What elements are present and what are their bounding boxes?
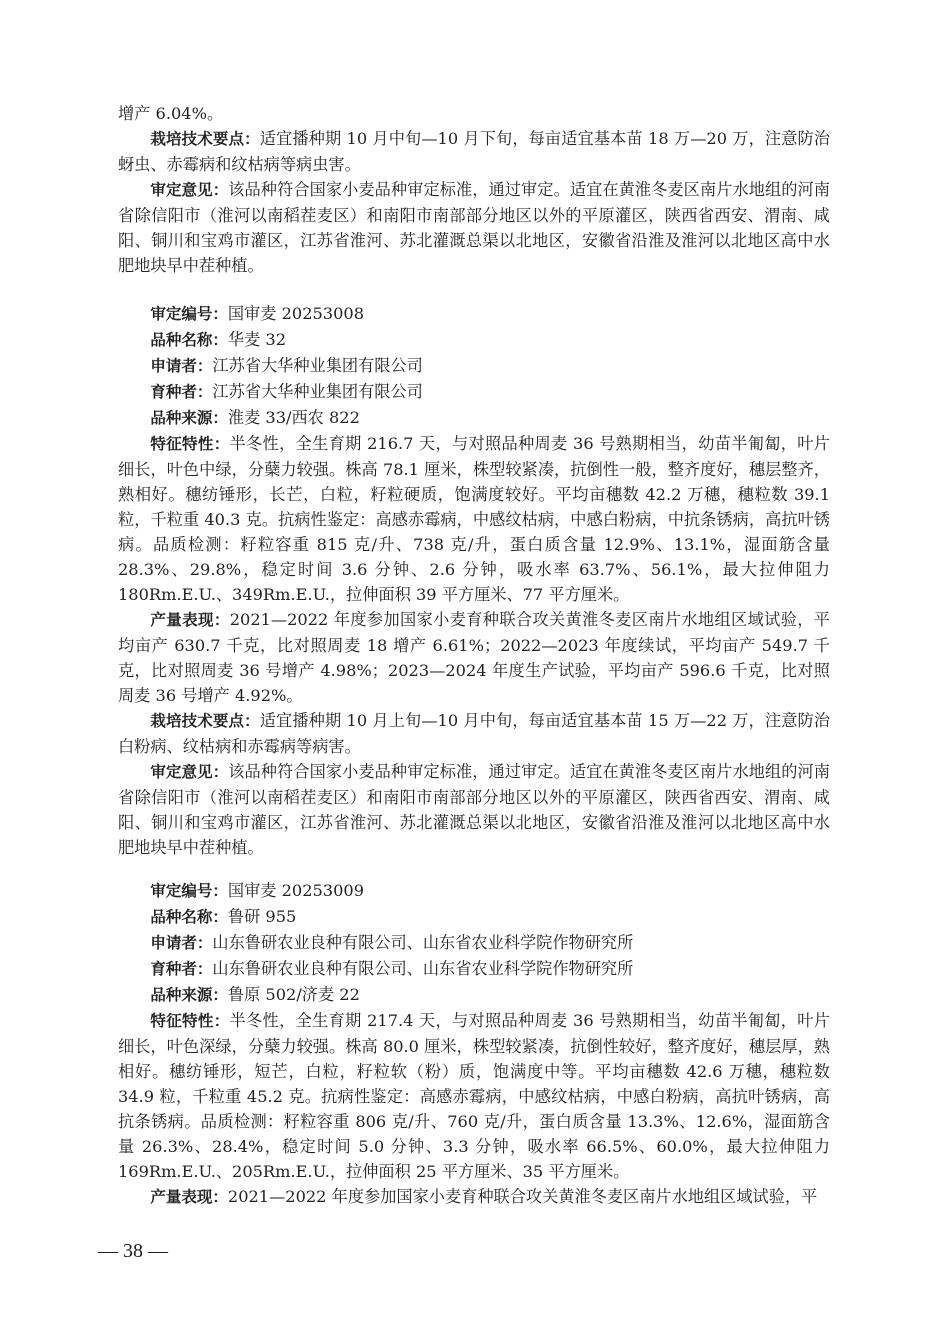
field-label: 申请者： — [150, 357, 213, 375]
opinion-paragraph — [118, 759, 830, 860]
field-value: 华麦 32 — [227, 330, 287, 349]
field-label: 育种者： — [150, 383, 213, 401]
yield-paragraph — [118, 1184, 830, 1210]
field-label: 审定意见： — [150, 763, 229, 781]
field-value: 山东鲁研农业良种有限公司、山东省农业科学院作物研究所 — [212, 959, 634, 978]
page-number: — 38 — — [98, 1240, 168, 1262]
name-paragraph — [118, 904, 830, 930]
field-value: 2021—2022 年度参加国家小麦育种联合攻关黄淮冬麦区南片水地组区域试验，平均亩产 630.7 千克，比对照周麦 18 增产 6.61%；2022—2023 年度续试，平均亩产 549.7 千克，比对照周麦 36 号增产 4.98%；2023—2024 年度生产试验，平均亩产 596.6 千克，比对照周麦 36 号增产 4.92%。 — [118, 610, 830, 705]
field-value: 该品种符合国家小麦品种审定标准，通过审定。适宜在黄淮冬麦区南片水地组的河南省除信阳市（淮河以南稻茬麦区）和南阳市南部部分地区以外的平原灌区，陕西省西安、渭南、咸阳、铜川和宝鸡市灌区，江苏省淮河、苏北灌溉总渠以北地区，安徽省沿淮及淮河以北地区高中水肥地块早中茬种植。 — [118, 762, 830, 857]
field-value: 2021—2022 年度参加国家小麦育种联合攻关黄淮冬麦区南片水地组区域试验，平 — [227, 1187, 818, 1206]
breeder-paragraph — [118, 956, 830, 982]
name-paragraph — [118, 327, 830, 353]
source-paragraph — [118, 405, 830, 431]
field-label: 特征特性： — [150, 435, 230, 453]
code-paragraph — [118, 878, 830, 904]
field-label: 栽培技术要点： — [150, 130, 260, 148]
field-label: 审定意见： — [150, 181, 229, 199]
field-value: 鲁研 955 — [227, 907, 297, 926]
breeder-paragraph — [118, 379, 830, 405]
field-value: 江苏省大华种业集团有限公司 — [212, 382, 423, 401]
field-label: 产量表现： — [150, 611, 230, 629]
field-value: 该品种符合国家小麦品种审定标准，通过审定。适宜在黄淮冬麦区南片水地组的河南省除信阳市（淮河以南稻茬麦区）和南阳市南部部分地区以外的平原灌区，陕西省西安、渭南、咸阳、铜川和宝鸡市灌区，江苏省淮河、苏北灌溉总渠以北地区，安徽省沿淮及淮河以北地区高中水肥地块早中茬种植。 — [118, 180, 830, 275]
field-label: 申请者： — [150, 934, 213, 952]
field-value: 淮麦 33/西农 822 — [227, 408, 360, 427]
field-label: 品种名称： — [150, 908, 228, 926]
field-label: 品种来源： — [150, 409, 228, 427]
field-label: 育种者： — [150, 960, 213, 978]
opinion-paragraph — [118, 177, 830, 278]
field-value: 半冬性，全生育期 216.7 天，与对照品种周麦 36 号熟期相当，幼苗半匍匐，叶片细长，叶色中绿，分蘖力较强。株高 78.1 厘米，株型较紧凑，抗倒性一般，整齐度好，穗层整齐，熟相好。穗纺锤形，长芒，白粒，籽粒硬质，饱满度较好。平均亩穗数 42.2 万穗，穗粒数 39.1 粒，千粒重 40.3 克。抗病性鉴定：高感赤霉病，中感纹枯病，中感白粉病，中抗条锈病，高抗叶锈病。品质检测：籽粒容重 815 克/升、738 克/升，蛋白质含量 12.9%、13.1%，湿面筋含量 28.3%、29.8%，稳定时间 3.6 分钟、2.6 分钟，吸水率 63.7%、56.1%，最大拉伸阻力 180Rm.E.U.、349Rm.E.U.，拉伸面积 39 平方厘米、77 平方厘米。 — [118, 434, 830, 604]
cultivation-paragraph — [118, 708, 830, 759]
field-value: 适宜播种期 10 月中旬—10 月下旬，每亩适宜基本苗 18 万—20 万，注意防治蚜虫、赤霉病和纹枯病等病虫害。 — [118, 129, 830, 174]
field-value: 国审麦 20253009 — [227, 881, 365, 900]
variety-block-luyan955 — [118, 878, 830, 1210]
variety-block-previous — [118, 101, 830, 278]
field-label: 栽培技术要点： — [150, 712, 260, 730]
field-label: 品种来源： — [150, 986, 228, 1004]
field-value: 江苏省大华种业集团有限公司 — [212, 356, 423, 375]
yield-paragraph — [118, 607, 830, 708]
field-value: 山东鲁研农业良种有限公司、山东省农业科学院作物研究所 — [212, 933, 634, 952]
variety-block-huamai32 — [118, 301, 830, 860]
field-value: 适宜播种期 10 月上旬—10 月中旬，每亩适宜基本苗 15 万—22 万，注意防治白粉病、纹枯病和赤霉病等病害。 — [118, 711, 830, 756]
field-label: 特征特性： — [150, 1012, 230, 1030]
applicant-paragraph — [118, 930, 830, 956]
field-label: 品种名称： — [150, 331, 228, 349]
field-label: 产量表现： — [150, 1188, 228, 1206]
field-value: 国审麦 20253008 — [227, 304, 365, 323]
field-value: 鲁原 502/济麦 22 — [227, 985, 360, 1004]
field-label: 审定编号： — [150, 882, 228, 900]
field-label: 审定编号： — [150, 305, 228, 323]
field-value: 半冬性，全生育期 217.4 天，与对照品种周麦 36 号熟期相当，幼苗半匍匐，叶片细长，叶色深绿，分蘖力较强。株高 80.0 厘米，株型较紧凑，抗倒性较好，整齐度好，穗层厚，熟相好。穗纺锤形，短芒，白粒，籽粒软（粉）质，饱满度中等。平均亩穗数 42.6 万穗，穗粒数 34.9 粒，千粒重 45.2 克。抗病性鉴定：高感赤霉病，中感纹枯病，中感白粉病，高抗叶锈病，高抗条锈病。品质检测：籽粒容重 806 克/升、760 克/升，蛋白质含量 13.3%、12.6%，湿面筋含量 26.3%、28.4%，稳定时间 5.0 分钟、3.3 分钟，吸水率 66.5%、60.0%，最大拉伸阻力 169Rm.E.U.、205Rm.E.U.，拉伸面积 25 平方厘米、35 平方厘米。 — [118, 1011, 830, 1181]
traits-paragraph — [118, 1008, 830, 1184]
traits-paragraph — [118, 431, 830, 607]
yield-continuation: 增产 6.04%。 — [118, 104, 224, 123]
source-paragraph — [118, 982, 830, 1008]
cultivation-paragraph — [118, 126, 830, 177]
applicant-paragraph — [118, 353, 830, 379]
code-paragraph — [118, 301, 830, 327]
